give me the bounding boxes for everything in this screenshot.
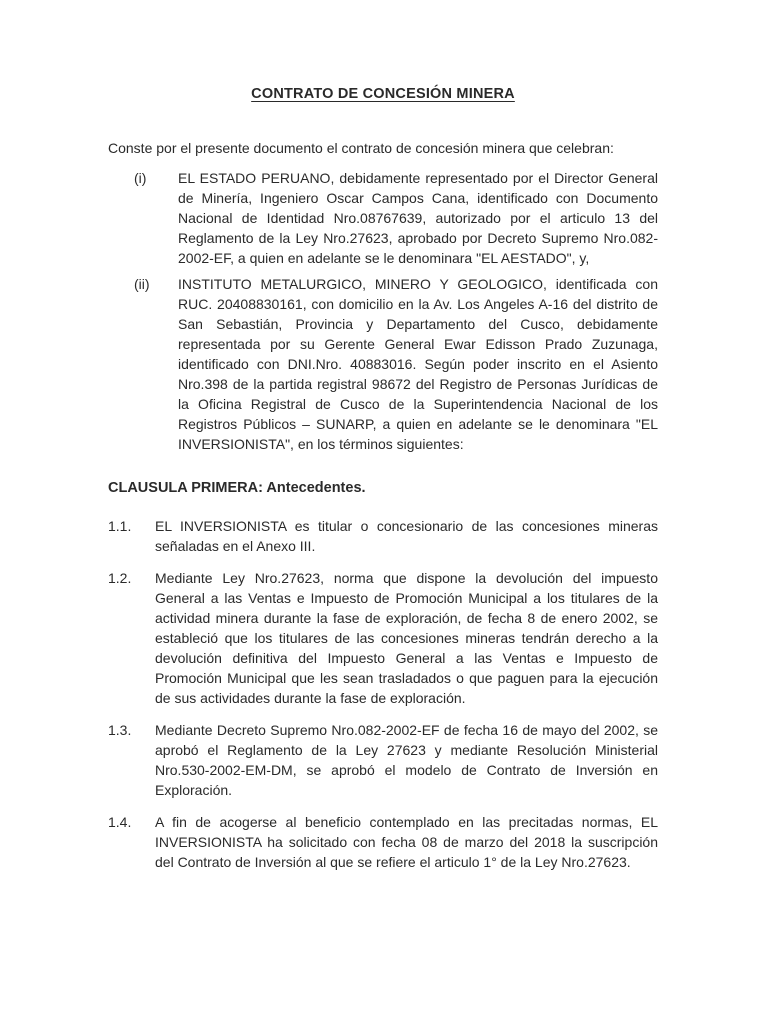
clause-text: EL INVERSIONISTA es titular o concesionario de las concesiones mineras señaladas en el Anexo III.	[155, 518, 658, 554]
clause-number: 1.1.	[108, 518, 132, 534]
clause-item-1-4	[108, 812, 658, 872]
clause-text: Mediante Ley Nro.27623, norma que dispone la devolución del impuesto General a las Ventas e Impuesto de Promoción Municipal a los titulares de la actividad minera durante la fase de exploración, de fecha 8 de enero 2002, se estableció que los titulares de las concesiones mineras tendrán derecho a la devolución definitiva del Impuesto General a las Ventas e Impuesto de Promoción Municipal que les sean trasladados o que paguen para la ejecución de sus actividades durante la fase de exploración.	[155, 570, 658, 706]
clause-number: 1.4.	[108, 814, 132, 830]
party-item-state	[108, 168, 658, 268]
clause-item-1-3	[108, 720, 658, 800]
party-marker: (i)	[134, 170, 147, 186]
party-text: EL ESTADO PERUANO, debidamente representado por el Director General de Minería, Ingeniero Oscar Campos Cana, identificado con Documento Nacional de Identidad Nro.08767639, autorizado por el articulo 13 del Reglamento de la Ley Nro.27623, aprobado por Decreto Supremo Nro.082-2002-EF, a quien en adelante se le denominara "EL AESTADO", y,	[178, 170, 658, 266]
clause-text: Mediante Decreto Supremo Nro.082-2002-EF de fecha 16 de mayo del 2002, se aprobó el Reglamento de la Ley 27623 y mediante Resolución Ministerial Nro.530-2002-EM-DM, se aprobó el modelo de Contrato de Inversión en Exploración.	[155, 722, 658, 798]
clause-number: 1.3.	[108, 722, 132, 738]
document-title: CONTRATO DE CONCESIÓN MINERA	[251, 86, 515, 102]
clause-item-1-2	[108, 568, 658, 708]
party-text: INSTITUTO METALURGICO, MINERO Y GEOLOGICO, identificada con RUC. 20408830161, con domicilio en la Av. Los Angeles A-16 del distrito de San Sebastián, Provincia y Departamento del Cusco, debidamente representada por su Gerente General Ewar Edisson Prado Zuzunaga, identificado con DNI.Nro. 40883016. Según poder inscrito en el Asiento Nro.398 de la partida registral 98672 del Registro de Personas Jurídicas de la Oficina Registral de Cusco de la Superintendencia Nacional de los Registros Públicos – SUNARP, a quien en adelante se le denominara "EL INVERSIONISTA", en los términos siguientes:	[178, 276, 658, 452]
party-item-investor	[108, 274, 658, 454]
intro-paragraph: Conste por el presente documento el contrato de concesión minera que celebran:	[108, 140, 614, 156]
clause-heading: CLAUSULA PRIMERA: Antecedentes.	[108, 480, 366, 496]
clause-item-1-1	[108, 516, 658, 556]
clause-text: A fin de acogerse al beneficio contemplado en las precitadas normas, EL INVERSIONISTA ha solicitado con fecha 08 de marzo del 2018 la suscripción del Contrato de Inversión al que se refiere el articulo 1° de la Ley Nro.27623.	[155, 814, 658, 870]
party-marker: (ii)	[134, 276, 150, 292]
clause-number: 1.2.	[108, 570, 132, 586]
